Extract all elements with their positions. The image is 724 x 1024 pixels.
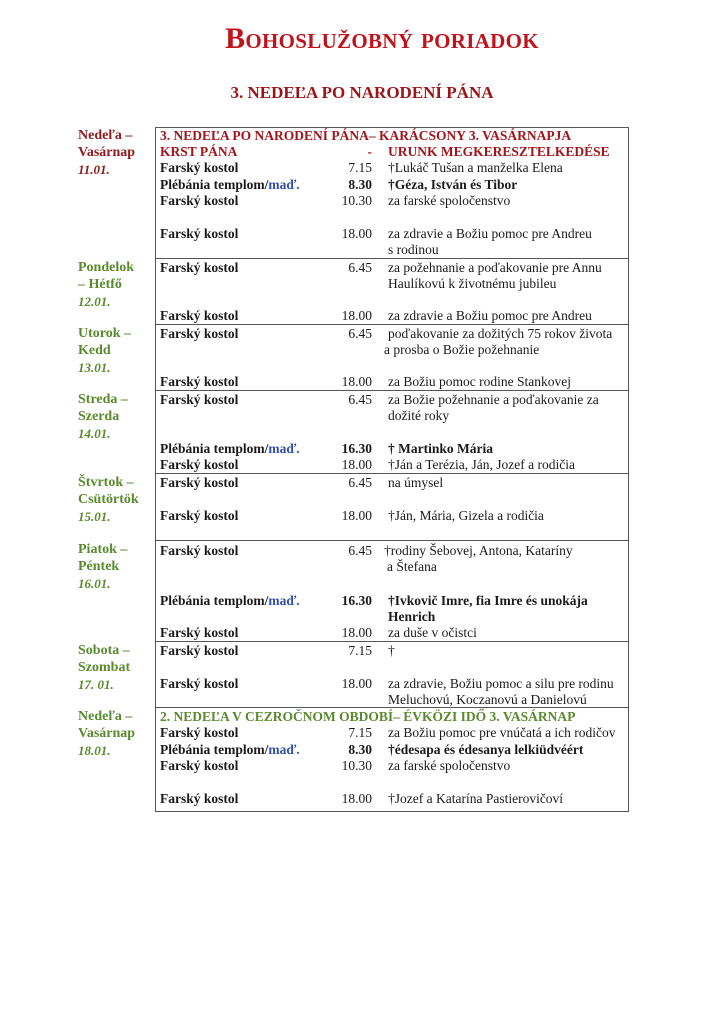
mass-time: 6.45 (348, 543, 372, 558)
mass-place: Farský kostol (160, 543, 239, 558)
mass-row (160, 325, 630, 342)
day-name: Utorok – (78, 326, 132, 341)
mass-row (160, 642, 630, 659)
language-tag: maď. (268, 177, 300, 192)
mass-intention: † Martinko Mária (388, 441, 493, 456)
mass-intention: †Lukáč Tušan a manželka Elena (388, 160, 563, 175)
mass-place: Farský kostol (160, 457, 239, 472)
day-date: 14.01. (78, 426, 111, 441)
day-name: Streda – (78, 392, 128, 407)
mass-place: Farský kostol (160, 160, 239, 175)
feast-name-sk: KRST PÁNA (160, 144, 238, 159)
mass-place: Farský kostol (160, 625, 239, 640)
day-label-saturday (78, 642, 154, 693)
mass-row (160, 159, 630, 176)
mass-intention-cont: Haulíkovú k životnému jubileu (388, 276, 557, 291)
mass-intention: †Ivkovič Imre, fia Imre és unokája (388, 593, 588, 608)
day-date: 13.01. (78, 360, 111, 375)
mass-intention: za Božie požehnanie a poďakovanie za (388, 392, 599, 407)
mass-row (160, 474, 630, 491)
mass-row (160, 741, 630, 758)
mass-place: Farský kostol (160, 308, 239, 323)
day-label-sunday-11 (78, 127, 154, 178)
day-name: Nedeľa – (78, 709, 133, 724)
mass-place (160, 440, 300, 457)
liturgy-header: 2. NEDEĽA V CEZROČNOM OBDOBÍ– ÉVKÖZI IDŐ 3. VASÁRNAP (160, 709, 576, 724)
mass-place: Farský kostol (160, 392, 239, 407)
mass-time: 18.00 (341, 676, 372, 691)
mass-intention: za zdravie a Božiu pomoc pre Andreu (388, 226, 592, 241)
mass-place: Farský kostol (160, 758, 239, 773)
day-label-thursday (78, 474, 154, 525)
mass-intention: †rodiny Šebovej, Antona, Kataríny (384, 543, 573, 558)
day-date: 17. 01. (78, 677, 114, 692)
mass-row (160, 176, 630, 193)
mass-time: 7.15 (348, 160, 372, 175)
day-date: 18.01. (78, 743, 111, 758)
language-tag: maď. (268, 593, 300, 608)
mass-place: Farský kostol (160, 326, 239, 341)
day-name-hu: Vasárnap (78, 145, 136, 160)
mass-intention-cont: a prosba o Božie požehnanie (384, 342, 540, 357)
mass-time: 8.30 (348, 177, 372, 192)
mass-time: 18.00 (341, 308, 372, 323)
day-name-hu: Péntek (78, 559, 120, 574)
day-date: 15.01. (78, 509, 111, 524)
mass-intention: † (388, 643, 395, 658)
mass-place: Farský kostol (160, 676, 239, 691)
day-name-hu: Szombat (78, 660, 131, 675)
mass-intention-cont: Meluchovú, Koczanovú a Danielovú (388, 692, 587, 707)
mass-row (160, 790, 630, 807)
mass-place: Farský kostol (160, 791, 239, 806)
day-name-hu: Kedd (78, 343, 111, 358)
place-name: Plébánia templom/ (160, 441, 269, 456)
mass-row (160, 724, 630, 741)
mass-time: 18.00 (341, 625, 372, 640)
mass-place (160, 741, 300, 758)
feast-separator: - (367, 144, 372, 159)
mass-place: Farský kostol (160, 643, 239, 658)
place-name: Plébánia templom/ (160, 177, 269, 192)
day-date: 11.01. (78, 162, 110, 177)
day-name-hu: Csütörtök (78, 492, 139, 507)
day-date: 16.01. (78, 576, 111, 591)
mass-row (160, 675, 630, 692)
mass-place: Farský kostol (160, 374, 239, 389)
mass-row (160, 225, 630, 242)
day-label-monday (78, 259, 154, 310)
mass-row (160, 192, 630, 209)
liturgy-subheader (160, 143, 630, 160)
day-date: 12.01. (78, 294, 111, 309)
mass-time: 8.30 (348, 742, 372, 757)
feast-name-hu: URUNK MEGKERESZTELKEDÉSE (388, 144, 610, 159)
place-name: Plébánia templom/ (160, 593, 269, 608)
mass-time: 7.15 (348, 643, 372, 658)
mass-row (160, 757, 630, 774)
day-label-sunday-18 (78, 708, 154, 759)
mass-intention-cont: a Štefana (387, 559, 437, 574)
language-tag: maď. (268, 441, 300, 456)
place-name: Plébánia templom/ (160, 742, 269, 757)
day-name-hu: – Hétfő (78, 277, 122, 292)
mass-intention: †édesapa és édesanya lelkiüdvéért (388, 742, 584, 757)
mass-intention: †Géza, István és Tibor (388, 177, 518, 192)
mass-intention: poďakovanie za dožitých 75 rokov života (388, 326, 613, 341)
mass-intention-cont: s rodinou (388, 242, 439, 257)
mass-time: 18.00 (341, 791, 372, 806)
mass-time: 16.30 (341, 441, 372, 456)
day-name: Piatok – (78, 542, 128, 557)
mass-time: 6.45 (348, 326, 372, 341)
day-name: Nedeľa – (78, 128, 133, 143)
mass-time: 6.45 (348, 260, 372, 275)
mass-time: 7.15 (348, 725, 372, 740)
mass-time: 6.45 (348, 475, 372, 490)
mass-intention: za požehnanie a poďakovanie pre Annu (388, 260, 602, 275)
mass-intention: za farské spoločenstvo (388, 193, 511, 208)
mass-time: 18.00 (341, 226, 372, 241)
mass-time: 18.00 (341, 508, 372, 523)
mass-intention: za zdravie a Božiu pomoc pre Andreu (388, 308, 592, 323)
mass-place (160, 592, 300, 609)
mass-row (160, 592, 630, 609)
day-name: Pondelok (78, 260, 135, 275)
mass-intention: †Ján, Mária, Gizela a rodičia (388, 508, 544, 523)
mass-intention: za duše v očistci (388, 625, 477, 640)
mass-intention-cont: Henrich (388, 609, 436, 624)
mass-place: Farský kostol (160, 260, 239, 275)
mass-row (160, 624, 630, 641)
mass-intention: †Ján a Terézia, Ján, Jozef a rodičia (388, 457, 575, 472)
mass-time: 10.30 (341, 193, 372, 208)
mass-place: Farský kostol (160, 226, 239, 241)
mass-intention: za Božiu pomoc pre vnúčatá a ich rodičov (388, 725, 616, 740)
mass-place: Farský kostol (160, 508, 239, 523)
mass-row (160, 456, 630, 473)
language-tag: maď. (268, 742, 300, 757)
mass-intention: za Božiu pomoc rodine Stankovej (388, 374, 571, 389)
day-name: Sobota – (78, 643, 130, 658)
mass-intention: za zdravie, Božiu pomoc a silu pre rodinu (388, 676, 614, 691)
mass-intention: za farské spoločenstvo (388, 758, 511, 773)
mass-row (160, 440, 630, 457)
mass-place: Farský kostol (160, 475, 239, 490)
day-name-hu: Vasárnap (78, 726, 136, 741)
mass-time: 10.30 (341, 758, 372, 773)
mass-intention: †Jozef a Katarína Pastierovičoví (388, 791, 564, 806)
day-label-friday (78, 541, 154, 592)
page-subtitle: 3. NEDEĽA PO NARODENÍ PÁNA (230, 83, 494, 102)
mass-row (160, 507, 630, 524)
mass-intention-cont: dožité roky (388, 408, 450, 423)
mass-time: 6.45 (348, 392, 372, 407)
mass-time: 18.00 (341, 457, 372, 472)
day-label-tuesday (78, 325, 154, 376)
mass-time: 18.00 (341, 374, 372, 389)
mass-intention: na úmysel (388, 475, 444, 490)
mass-row (160, 373, 630, 390)
mass-row (160, 259, 630, 276)
mass-place: Farský kostol (160, 193, 239, 208)
divider (155, 540, 629, 541)
liturgy-header: 3. NEDEĽA PO NARODENÍ PÁNA– KARÁCSONY 3. VASÁRNAPJA (160, 128, 572, 143)
day-label-wednesday (78, 391, 154, 442)
day-name: Štvrtok – (78, 475, 134, 490)
mass-place: Farský kostol (160, 725, 239, 740)
mass-time: 16.30 (341, 593, 372, 608)
mass-row (160, 542, 630, 559)
mass-row (160, 307, 630, 324)
mass-place (160, 176, 300, 193)
mass-row (160, 391, 630, 408)
day-name-hu: Szerda (78, 409, 120, 424)
page-title: Bohoslužobný poriadok (225, 22, 539, 55)
